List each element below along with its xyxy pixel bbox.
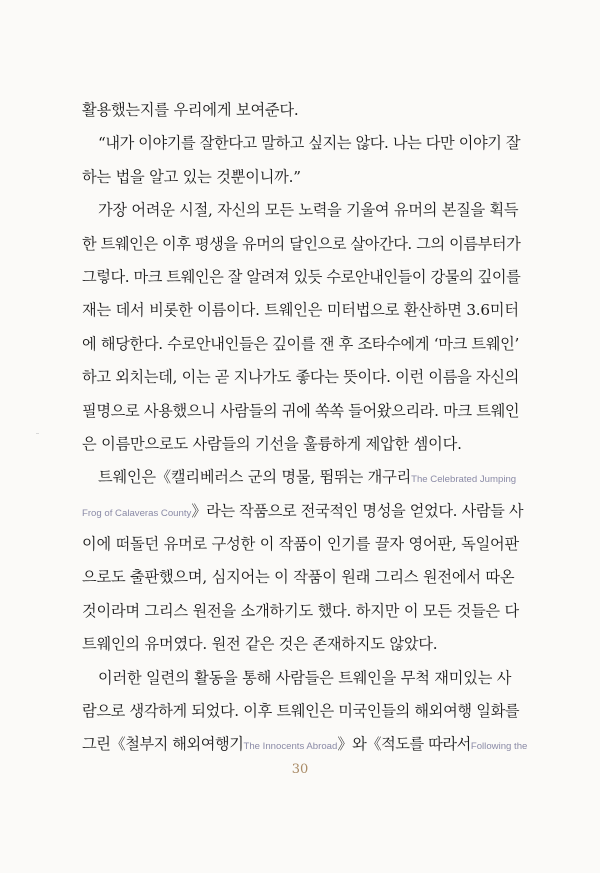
text-line — [82, 528, 520, 561]
text-line-content: 》와《적도를 따라서 — [337, 735, 471, 754]
text-line-content: 은 이름만으로도 사람들의 기선을 훌륭하게 제압한 셈이다. — [82, 434, 462, 453]
text-line — [82, 294, 520, 327]
text-line — [82, 228, 520, 261]
text-line — [82, 395, 520, 428]
text-line-content: 트웨인은《캘리베러스 군의 명물, 뜀뛰는 개구리 — [98, 468, 412, 487]
text-line — [82, 728, 528, 761]
page-number: 30 — [291, 762, 309, 777]
text-line-content: 으로도 출판했으며, 심지어는 이 작품이 원래 그리스 원전에서 따온 — [82, 568, 515, 587]
text-line — [82, 361, 520, 394]
english-title-inline: The Celebrated Jumping — [411, 474, 517, 486]
text-line-content: “내가 이야기를 잘한다고 말하고 싶지는 않다. 나는 다만 이야기 잘 — [98, 134, 521, 153]
text-line — [82, 495, 524, 528]
text-line-content: 그린《철부지 해외여행기 — [82, 735, 244, 754]
text-line-content: 에 해당한다. 수로안내인들은 깊이를 잰 후 조타수에게 ‘마크 트웨인’ — [82, 334, 519, 353]
text-line — [82, 428, 520, 461]
text-line — [82, 695, 520, 728]
text-line — [82, 261, 520, 294]
text-line-content: 하는 법을 알고 있는 것뿐이니까.” — [82, 167, 301, 186]
text-line-content: 재는 데서 비롯한 이름이다. 트웨인은 미터법으로 환산하면 3.6미터 — [82, 301, 519, 320]
text-line — [82, 561, 520, 594]
text-line — [82, 628, 520, 661]
text-line-content: 이러한 일련의 활동을 통해 사람들은 트웨인을 무척 재미있는 사 — [98, 668, 512, 687]
english-title-inline: Frog of Calaveras County — [82, 507, 192, 519]
text-line — [82, 94, 520, 127]
text-line-content: 그렇다. 마크 트웨인은 잘 알려져 있듯 수로안내인들이 강물의 깊이를 — [82, 267, 521, 286]
text-line-content: 활용했는지를 우리에게 보여준다. — [82, 101, 299, 119]
text-line-content: 람으로 생각하게 되었다. 이후 트웨인은 미국인들의 해외여행 일화를 — [82, 702, 520, 721]
text-line-content: 가장 어려운 시절, 자신의 모든 노력을 기울여 유머의 본질을 획득 — [98, 201, 519, 220]
text-line — [82, 662, 520, 695]
text-line — [82, 595, 520, 628]
body-text — [82, 94, 528, 762]
text-line-content: 》라는 작품으로 전국적인 명성을 얻었다. 사람들 사 — [191, 501, 524, 520]
text-line-content: 트웨인의 유머였다. 원전 같은 것은 존재하지도 않았다. — [82, 635, 438, 654]
text-line-content: 필명으로 사용했으니 사람들의 귀에 쏙쏙 들어왔으리라. 마크 트웨인 — [82, 401, 520, 420]
page-speck — [36, 433, 39, 434]
text-line-content: 한 트웨인은 이후 평생을 유머의 달인으로 살아간다. 그의 이름부터가 — [82, 234, 521, 253]
text-line — [82, 328, 520, 361]
text-line — [82, 461, 520, 494]
text-line — [82, 161, 520, 194]
english-title-inline: Following the — [470, 741, 528, 753]
english-title-inline: The Innocents Abroad — [243, 741, 338, 753]
text-line — [82, 194, 520, 227]
text-line-content: 것이라며 그리스 원전을 소개하기도 했다. 하지만 이 모든 것들은 다 — [82, 601, 519, 620]
text-line-content: 이에 떠돌던 유머로 구성한 이 작품이 인기를 끌자 영어판, 독일어판 — [82, 535, 519, 554]
text-line — [82, 127, 520, 160]
text-line-content: 하고 외치는데, 이는 곧 지나가도 좋다는 뜻이다. 이런 이름을 자신의 — [82, 368, 519, 387]
